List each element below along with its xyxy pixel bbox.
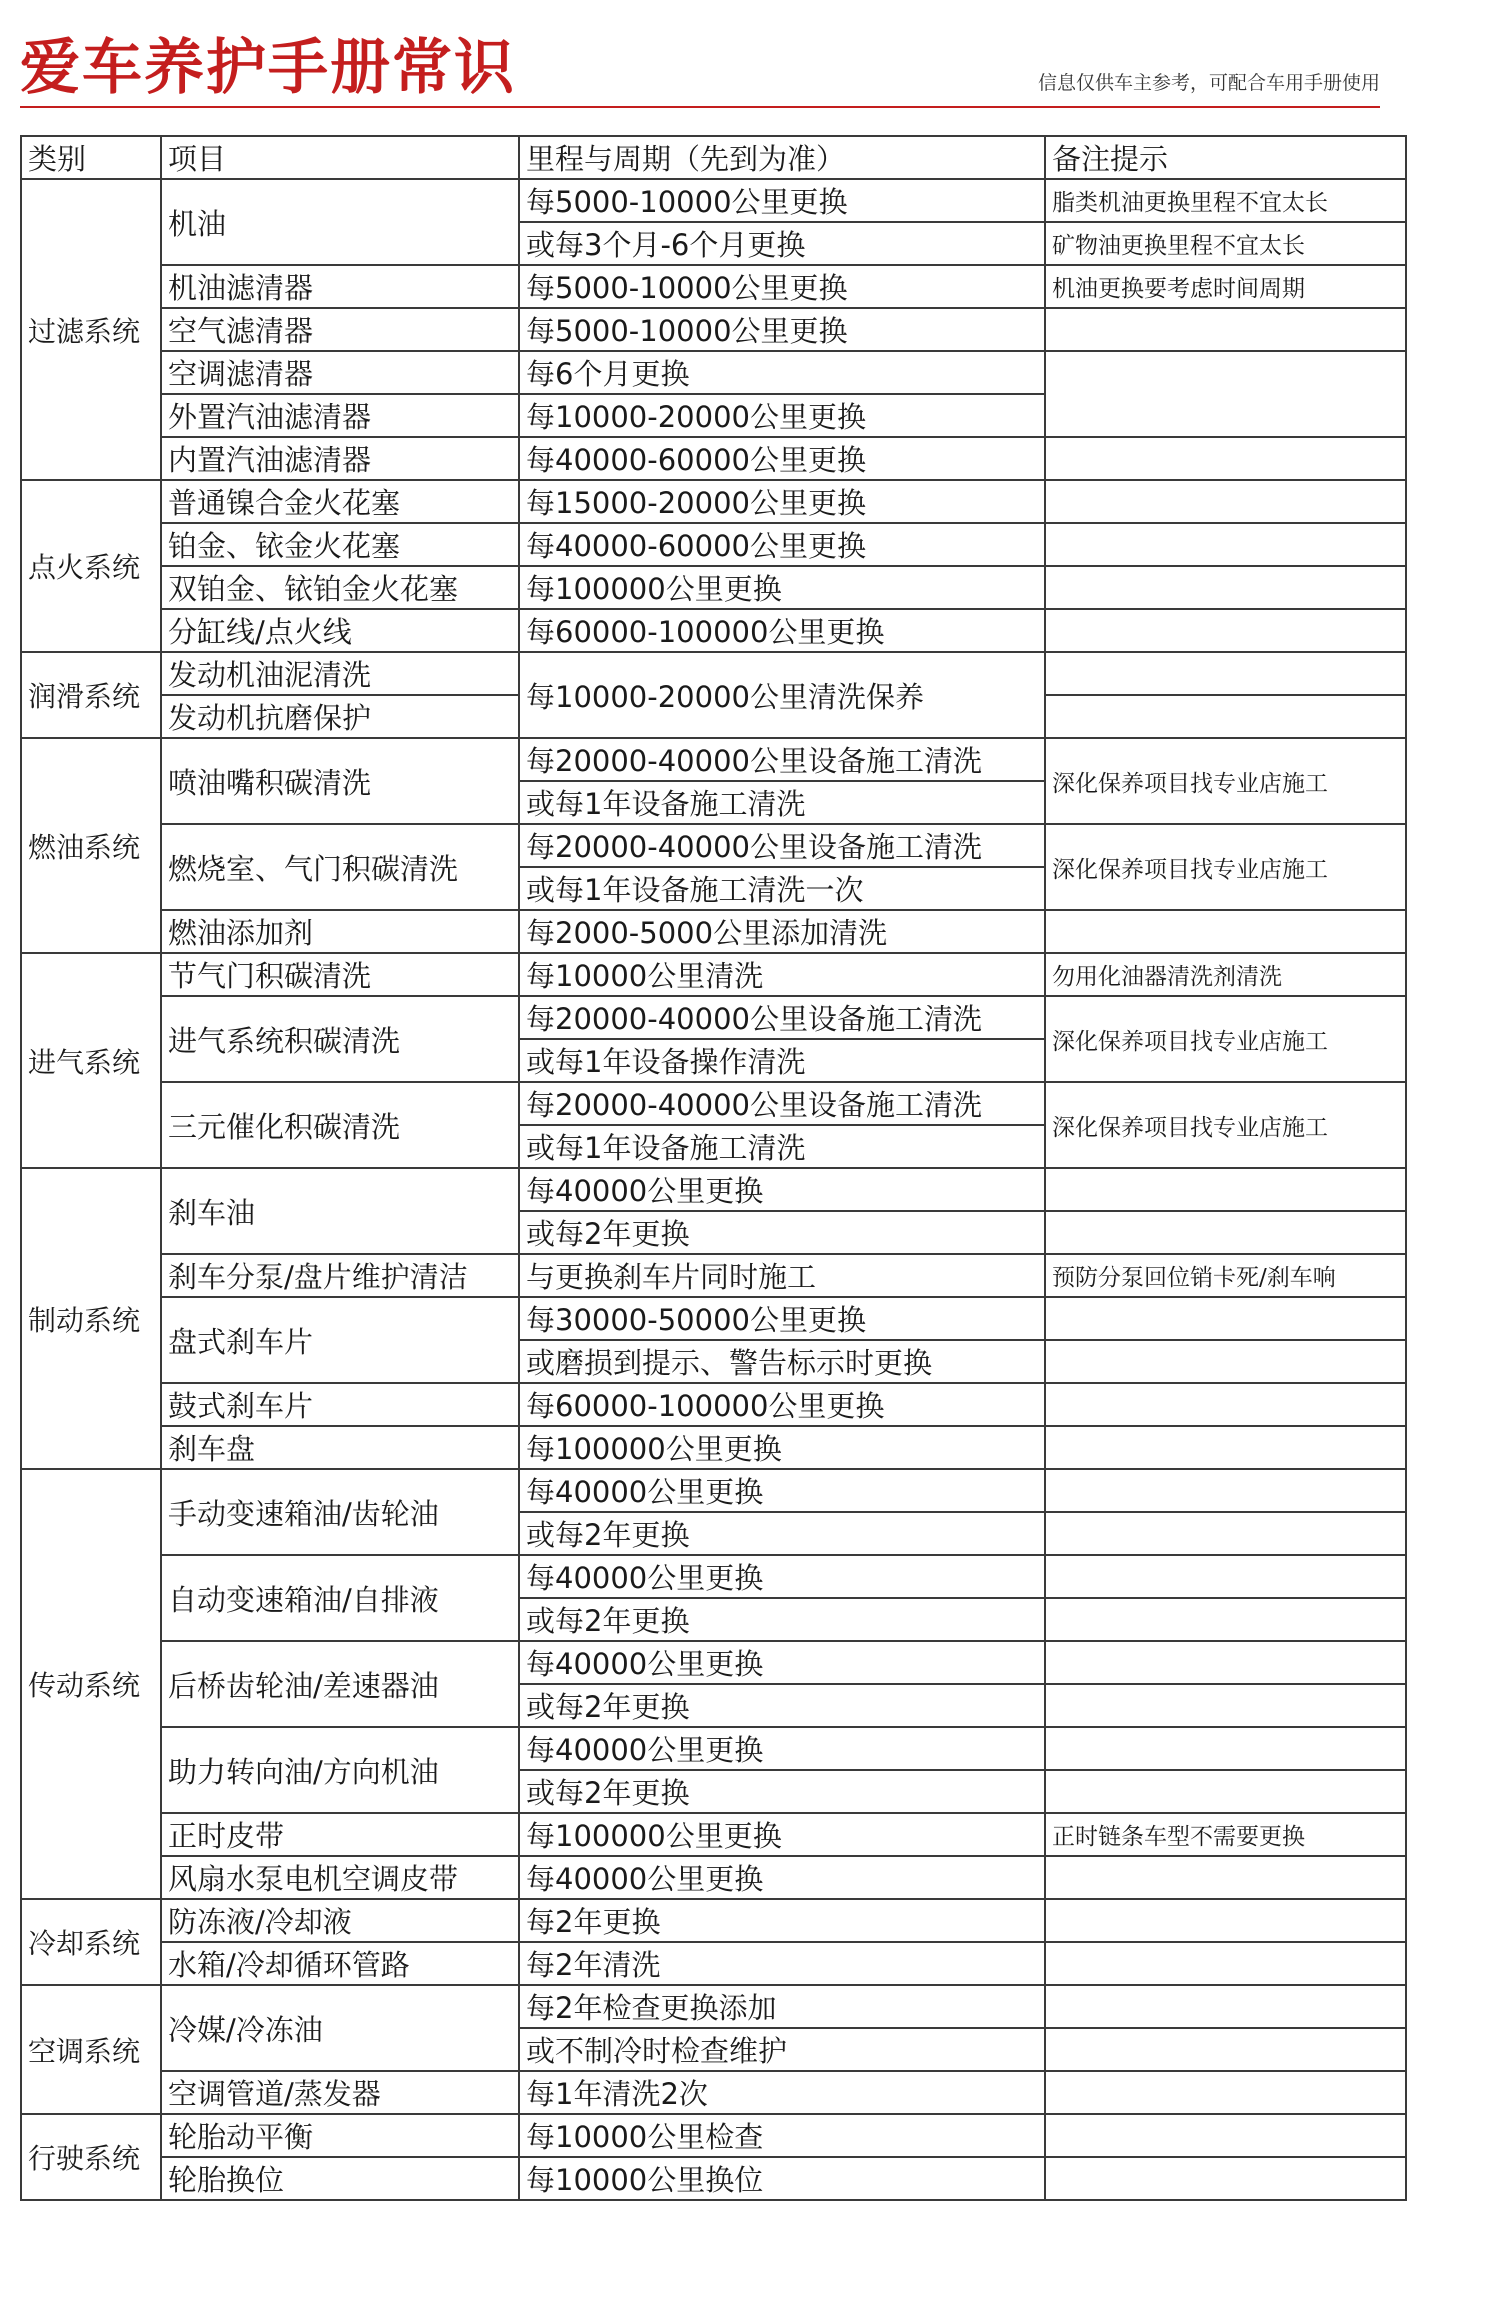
cycle-cell: 或每2年更换 <box>519 1770 1045 1813</box>
note-cell <box>1045 1899 1406 1942</box>
cycle-cell: 或每1年设备操作清洗 <box>519 1039 1045 1082</box>
note-cell: 脂类机油更换里程不宜太长 <box>1045 179 1406 222</box>
category-cell: 点火系统 <box>21 480 161 652</box>
table-row <box>21 1082 1406 1125</box>
note-cell <box>1045 523 1406 566</box>
cycle-cell: 每100000公里更换 <box>519 1813 1045 1856</box>
note-cell: 机油更换要考虑时间周期 <box>1045 265 1406 308</box>
column-header-item: 项目 <box>161 136 519 179</box>
cycle-cell: 每40000公里更换 <box>519 1856 1045 1899</box>
table-row <box>21 1254 1406 1297</box>
item-cell: 燃烧室、气门积碳清洗 <box>161 824 519 910</box>
cycle-cell: 每10000公里检查 <box>519 2114 1045 2157</box>
item-cell: 自动变速箱油/自排液 <box>161 1555 519 1641</box>
note-cell <box>1045 2071 1406 2114</box>
cycle-cell: 每6个月更换 <box>519 351 1045 394</box>
cycle-cell: 或每1年设备施工清洗 <box>519 1125 1045 1168</box>
cycle-cell: 每40000公里更换 <box>519 1555 1045 1598</box>
table-row <box>21 1168 1406 1211</box>
item-cell: 空气滤清器 <box>161 308 519 351</box>
item-cell: 空调滤清器 <box>161 351 519 394</box>
cycle-cell: 每40000公里更换 <box>519 1727 1045 1770</box>
table-row <box>21 437 1406 480</box>
cycle-cell: 每2年清洗 <box>519 1942 1045 1985</box>
item-cell: 冷媒/冷冻油 <box>161 1985 519 2071</box>
cycle-cell: 每20000-40000公里设备施工清洗 <box>519 738 1045 781</box>
table-body <box>21 179 1406 2200</box>
item-cell: 进气系统积碳清洗 <box>161 996 519 1082</box>
item-cell: 发动机抗磨保护 <box>161 695 519 738</box>
cycle-cell: 每40000公里更换 <box>519 1641 1045 1684</box>
table-row <box>21 609 1406 652</box>
note-cell <box>1045 1856 1406 1899</box>
item-cell: 铂金、铱金火花塞 <box>161 523 519 566</box>
cycle-cell: 每40000公里更换 <box>519 1469 1045 1512</box>
note-cell <box>1045 695 1406 738</box>
note-cell <box>1045 1340 1406 1383</box>
cycle-cell: 每5000-10000公里更换 <box>519 308 1045 351</box>
note-cell <box>1045 2114 1406 2157</box>
item-cell: 机油滤清器 <box>161 265 519 308</box>
table-row <box>21 738 1406 781</box>
note-cell <box>1045 652 1406 695</box>
item-cell: 轮胎换位 <box>161 2157 519 2200</box>
cycle-cell: 或每2年更换 <box>519 1512 1045 1555</box>
category-cell: 传动系统 <box>21 1469 161 1899</box>
page-title: 爱车养护手册常识 <box>20 33 516 103</box>
cycle-cell: 每40000公里更换 <box>519 1168 1045 1211</box>
table-row <box>21 996 1406 1039</box>
cycle-cell: 每10000公里换位 <box>519 2157 1045 2200</box>
note-cell <box>1045 1211 1406 1254</box>
note-cell: 正时链条车型不需要更换 <box>1045 1813 1406 1856</box>
table-row <box>21 953 1406 996</box>
note-cell: 深化保养项目找专业店施工 <box>1045 1082 1406 1168</box>
cycle-cell: 或每1年设备施工清洗 <box>519 781 1045 824</box>
note-cell <box>1045 1598 1406 1641</box>
note-cell: 勿用化油器清洗剂清洗 <box>1045 953 1406 996</box>
table-row <box>21 265 1406 308</box>
item-cell: 节气门积碳清洗 <box>161 953 519 996</box>
item-cell: 双铂金、铱铂金火花塞 <box>161 566 519 609</box>
cycle-cell: 每30000-50000公里更换 <box>519 1297 1045 1340</box>
item-cell: 手动变速箱油/齿轮油 <box>161 1469 519 1555</box>
table-header-row <box>21 136 1406 179</box>
category-cell: 润滑系统 <box>21 652 161 738</box>
note-cell: 预防分泵回位销卡死/刹车响 <box>1045 1254 1406 1297</box>
note-cell <box>1045 2028 1406 2071</box>
cycle-cell: 每60000-100000公里更换 <box>519 1383 1045 1426</box>
category-cell: 燃油系统 <box>21 738 161 953</box>
item-cell: 正时皮带 <box>161 1813 519 1856</box>
table-row <box>21 910 1406 953</box>
note-cell <box>1045 1684 1406 1727</box>
cycle-cell: 每15000-20000公里更换 <box>519 480 1045 523</box>
cycle-cell: 每1年清洗2次 <box>519 2071 1045 2114</box>
note-cell: 矿物油更换里程不宜太长 <box>1045 222 1406 265</box>
note-cell <box>1045 351 1406 437</box>
note-cell <box>1045 308 1406 351</box>
item-cell: 防冻液/冷却液 <box>161 1899 519 1942</box>
cycle-cell: 每10000公里清洗 <box>519 953 1045 996</box>
table-row <box>21 1297 1406 1340</box>
cycle-cell: 每20000-40000公里设备施工清洗 <box>519 996 1045 1039</box>
item-cell: 轮胎动平衡 <box>161 2114 519 2157</box>
item-cell: 刹车油 <box>161 1168 519 1254</box>
cycle-cell: 或每2年更换 <box>519 1684 1045 1727</box>
note-cell <box>1045 480 1406 523</box>
item-cell: 风扇水泵电机空调皮带 <box>161 1856 519 1899</box>
cycle-cell: 每100000公里更换 <box>519 566 1045 609</box>
table-row <box>21 1383 1406 1426</box>
note-cell <box>1045 1985 1406 2028</box>
item-cell: 发动机油泥清洗 <box>161 652 519 695</box>
column-header-note: 备注提示 <box>1045 136 1406 179</box>
item-cell: 鼓式刹车片 <box>161 1383 519 1426</box>
table-row <box>21 2071 1406 2114</box>
note-cell <box>1045 1770 1406 1813</box>
item-cell: 内置汽油滤清器 <box>161 437 519 480</box>
note-cell: 深化保养项目找专业店施工 <box>1045 824 1406 910</box>
item-cell: 空调管道/蒸发器 <box>161 2071 519 2114</box>
item-cell: 喷油嘴积碳清洗 <box>161 738 519 824</box>
table-row <box>21 824 1406 867</box>
item-cell: 水箱/冷却循环管路 <box>161 1942 519 1985</box>
cycle-cell: 或每1年设备施工清洗一次 <box>519 867 1045 910</box>
table-row <box>21 1555 1406 1598</box>
item-cell: 普通镍合金火花塞 <box>161 480 519 523</box>
note-cell <box>1045 1297 1406 1340</box>
cycle-cell: 每20000-40000公里设备施工清洗 <box>519 824 1045 867</box>
item-cell: 机油 <box>161 179 519 265</box>
category-cell: 空调系统 <box>21 1985 161 2114</box>
table-row <box>21 1469 1406 1512</box>
table-row <box>21 480 1406 523</box>
note-cell <box>1045 566 1406 609</box>
title-divider <box>20 106 1380 108</box>
maintenance-schedule-table <box>20 135 1407 2201</box>
note-cell <box>1045 1512 1406 1555</box>
disclaimer-note: 信息仅供车主参考，可配合车用手册使用 <box>1037 73 1380 94</box>
cycle-cell: 每2年更换 <box>519 1899 1045 1942</box>
cycle-cell: 或每2年更换 <box>519 1598 1045 1641</box>
note-cell <box>1045 1555 1406 1598</box>
cycle-cell: 每2年检查更换添加 <box>519 1985 1045 2028</box>
item-cell: 后桥齿轮油/差速器油 <box>161 1641 519 1727</box>
item-cell: 刹车盘 <box>161 1426 519 1469</box>
note-cell <box>1045 437 1406 480</box>
table-row <box>21 351 1406 394</box>
category-cell: 冷却系统 <box>21 1899 161 1985</box>
item-cell: 盘式刹车片 <box>161 1297 519 1383</box>
column-header-cycle: 里程与周期（先到为准） <box>519 136 1045 179</box>
note-cell <box>1045 2157 1406 2200</box>
note-cell <box>1045 910 1406 953</box>
table-row <box>21 566 1406 609</box>
cycle-cell: 每60000-100000公里更换 <box>519 609 1045 652</box>
table-row <box>21 1942 1406 1985</box>
table-row <box>21 1813 1406 1856</box>
category-cell: 制动系统 <box>21 1168 161 1469</box>
note-cell: 深化保养项目找专业店施工 <box>1045 738 1406 824</box>
table-row <box>21 2157 1406 2200</box>
cycle-cell: 每2000-5000公里添加清洗 <box>519 910 1045 953</box>
note-cell <box>1045 1383 1406 1426</box>
table-row <box>21 1641 1406 1684</box>
table-row <box>21 2114 1406 2157</box>
cycle-cell: 或每2年更换 <box>519 1211 1045 1254</box>
cycle-cell: 与更换刹车片同时施工 <box>519 1254 1045 1297</box>
table-row <box>21 523 1406 566</box>
table-row <box>21 308 1406 351</box>
table-row <box>21 1727 1406 1770</box>
table-row <box>21 179 1406 222</box>
table-row <box>21 1985 1406 2028</box>
cycle-cell: 每40000-60000公里更换 <box>519 523 1045 566</box>
note-cell <box>1045 1942 1406 1985</box>
cycle-cell: 或每3个月-6个月更换 <box>519 222 1045 265</box>
note-cell <box>1045 1469 1406 1512</box>
category-cell: 进气系统 <box>21 953 161 1168</box>
cycle-cell: 每10000-20000公里清洗保养 <box>519 652 1045 738</box>
cycle-cell: 每10000-20000公里更换 <box>519 394 1045 437</box>
note-cell <box>1045 1727 1406 1770</box>
note-cell <box>1045 609 1406 652</box>
cycle-cell: 每100000公里更换 <box>519 1426 1045 1469</box>
item-cell: 分缸线/点火线 <box>161 609 519 652</box>
table-row <box>21 1899 1406 1942</box>
cycle-cell: 每40000-60000公里更换 <box>519 437 1045 480</box>
item-cell: 刹车分泵/盘片维护清洁 <box>161 1254 519 1297</box>
note-cell <box>1045 1641 1406 1684</box>
note-cell <box>1045 1426 1406 1469</box>
note-cell <box>1045 1168 1406 1211</box>
table-row <box>21 652 1406 695</box>
item-cell: 燃油添加剂 <box>161 910 519 953</box>
note-cell: 深化保养项目找专业店施工 <box>1045 996 1406 1082</box>
cycle-cell: 每5000-10000公里更换 <box>519 265 1045 308</box>
table-row <box>21 1856 1406 1899</box>
column-header-category: 类别 <box>21 136 161 179</box>
item-cell: 外置汽油滤清器 <box>161 394 519 437</box>
item-cell: 助力转向油/方向机油 <box>161 1727 519 1813</box>
cycle-cell: 或磨损到提示、警告标示时更换 <box>519 1340 1045 1383</box>
cycle-cell: 每20000-40000公里设备施工清洗 <box>519 1082 1045 1125</box>
category-cell: 过滤系统 <box>21 179 161 480</box>
table-row <box>21 1426 1406 1469</box>
cycle-cell: 或不制冷时检查维护 <box>519 2028 1045 2071</box>
cycle-cell: 每5000-10000公里更换 <box>519 179 1045 222</box>
category-cell: 行驶系统 <box>21 2114 161 2200</box>
item-cell: 三元催化积碳清洗 <box>161 1082 519 1168</box>
